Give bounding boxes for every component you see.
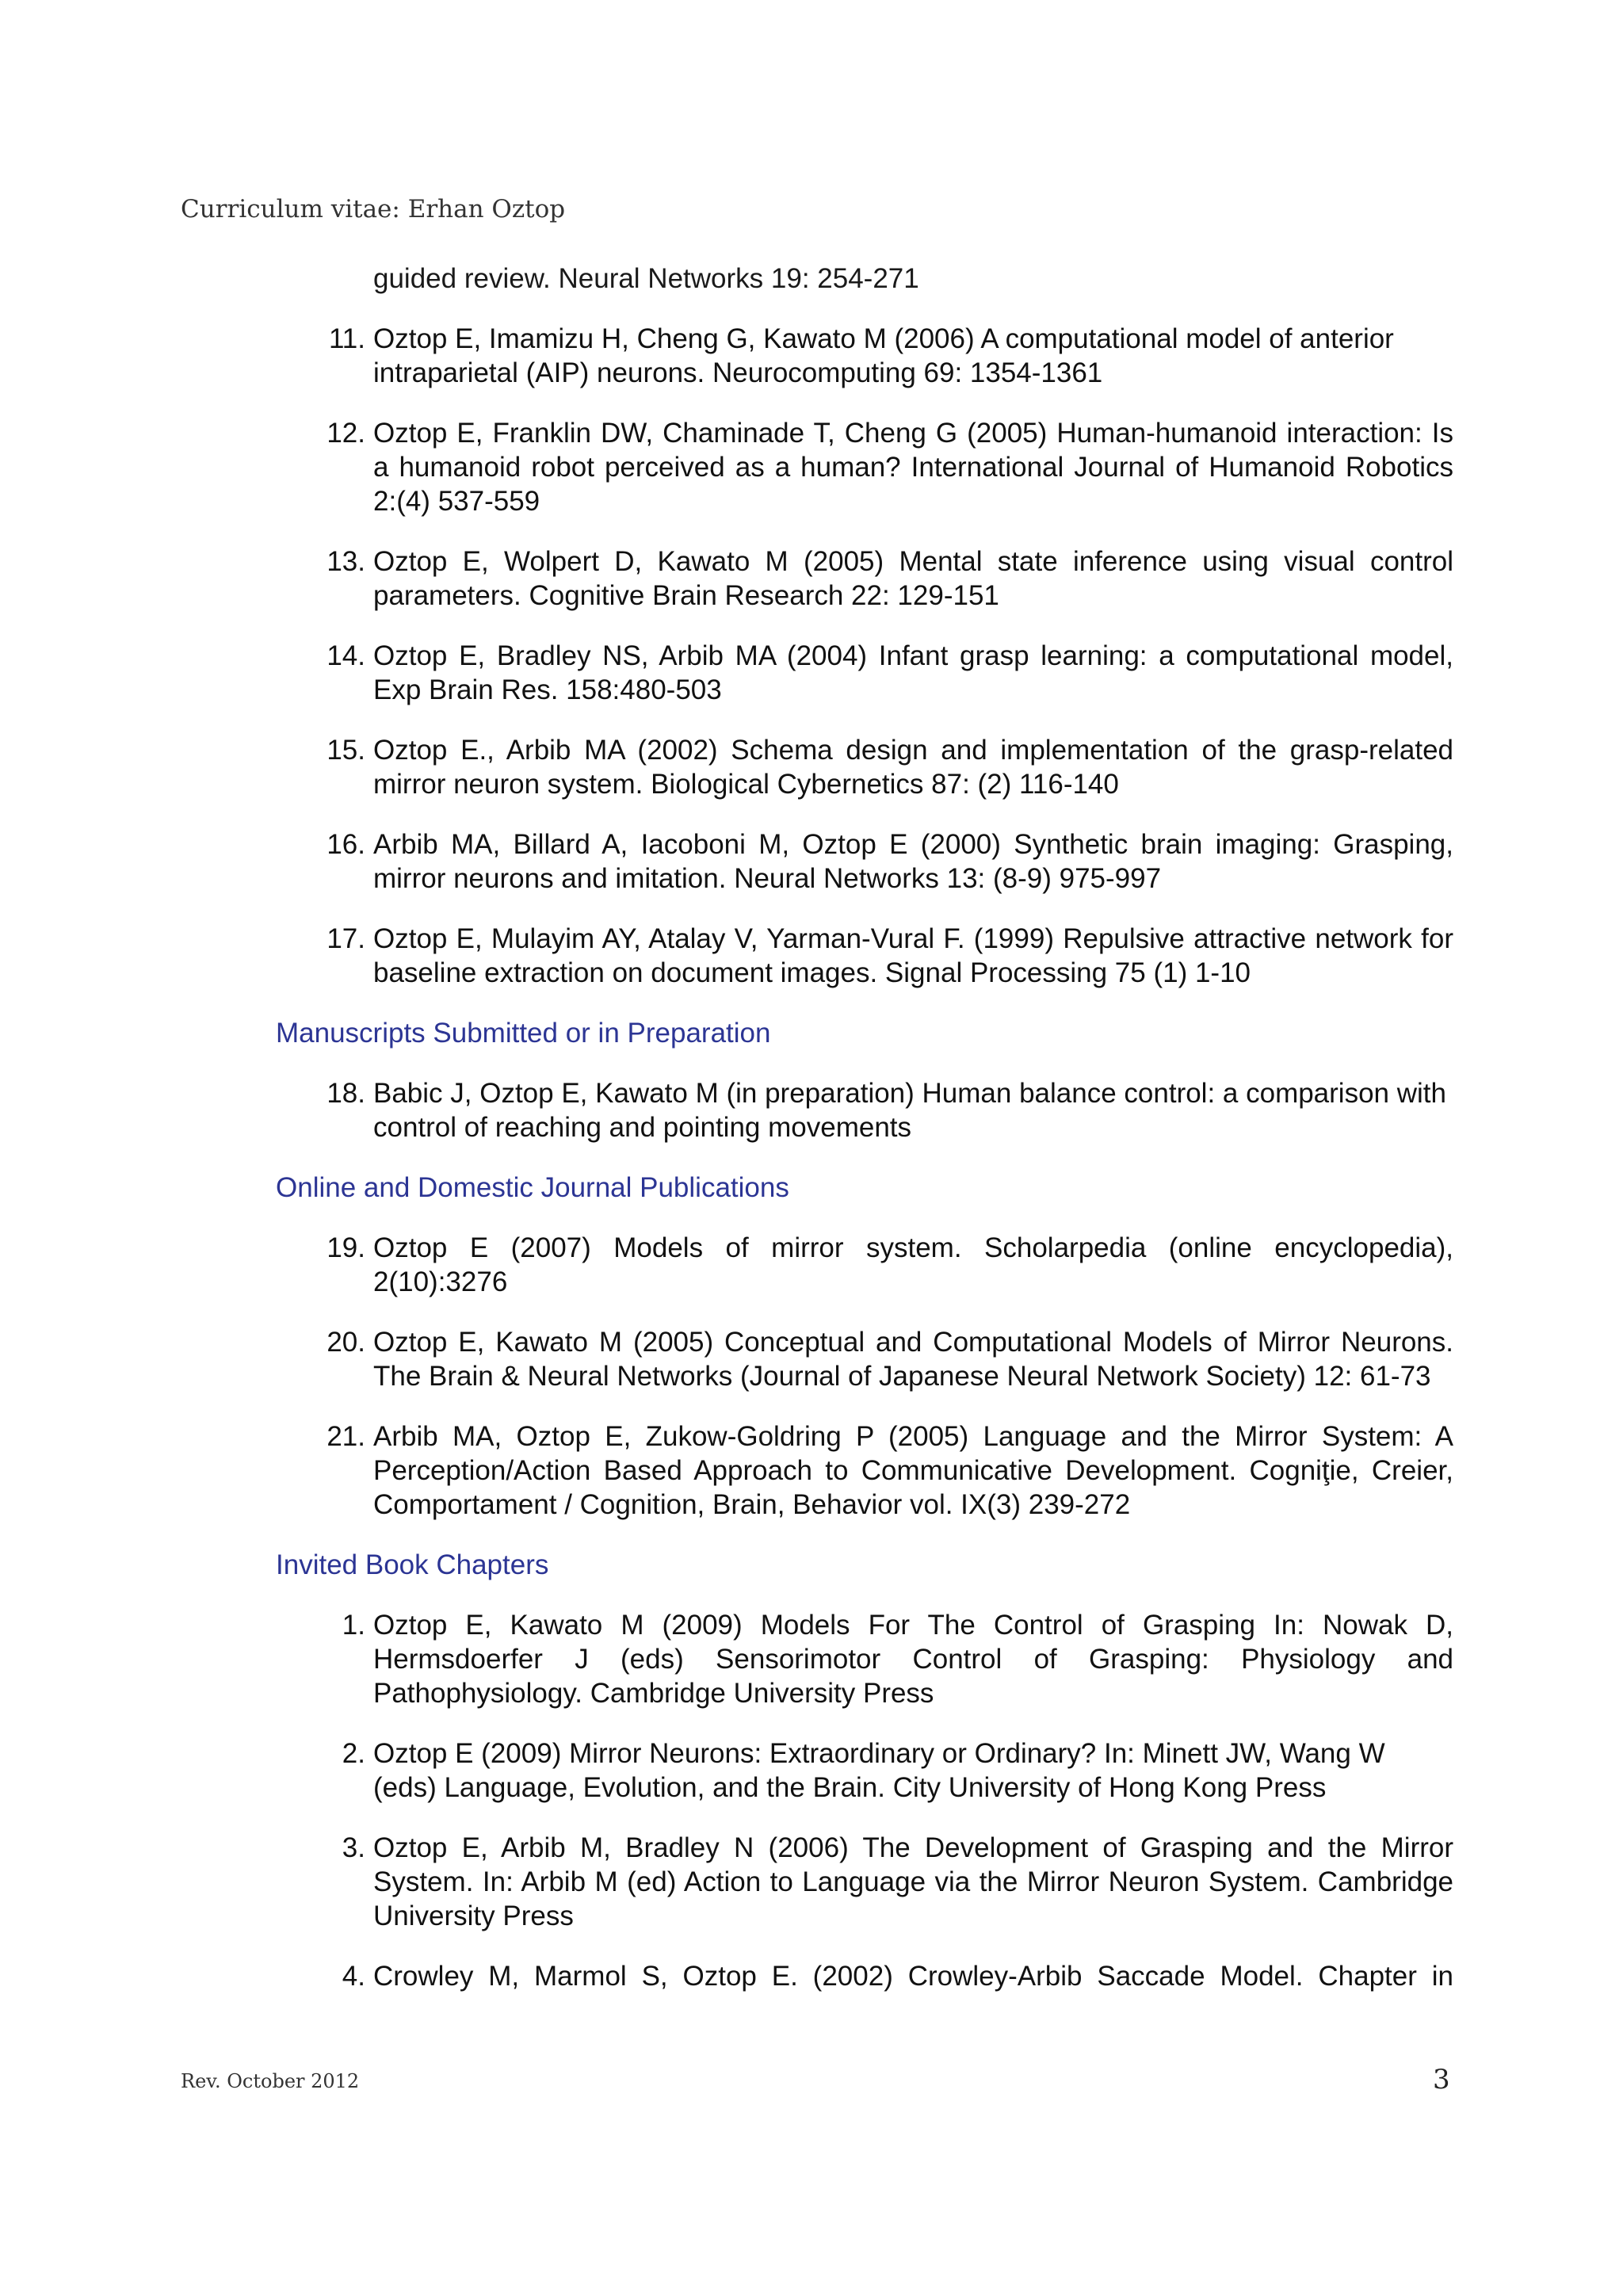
publication-entry (276, 827, 1453, 896)
page-header-title: Curriculum vitae: Erhan Oztop (181, 195, 566, 223)
entry-text: Oztop E, Franklin DW, Chaminade T, Cheng G (2005) Human-humanoid interaction: Is a humanoid robot perceived as a human? International Journal of Humanoid Robotics 2:(4) 537-559 (373, 418, 1453, 517)
online-domestic-entries (276, 1231, 1453, 1522)
entry-text: Babic J, Oztop E, Kawato M (in preparation) Human balance control: a comparison with control of reaching and pointing movements (373, 1078, 1446, 1143)
publication-entry (276, 922, 1453, 990)
publication-entry (276, 1325, 1453, 1393)
publication-entry (276, 1959, 1453, 1993)
entry-number: 3. (342, 1832, 365, 1863)
entry-number: 19. (327, 1232, 365, 1263)
entry-text: Oztop E (2009) Mirror Neurons: Extraordinary or Ordinary? In: Minett JW, Wang W (eds) Language, Evolution, and the Brain. City University of Hong Kong Press (373, 1738, 1385, 1803)
publication-entry (276, 1608, 1453, 1710)
entry-number: 2. (342, 1738, 365, 1769)
page-number: 3 (1433, 2064, 1450, 2095)
entry-text: Oztop E, Wolpert D, Kawato M (2005) Mental state inference using visual control parameters. Cognitive Brain Research 22: 129-151 (373, 546, 1453, 611)
continued-entry-text: guided review. Neural Networks 19: 254-271 (373, 263, 919, 294)
entry-number: 11. (328, 323, 365, 354)
entry-text: Oztop E, Kawato M (2009) Models For The Control of Grasping In: Nowak D, Hermsdoerfer J (eds) Sensorimotor Control of Grasping: Physiology and Pathophysiology. Cambridge University Press (373, 1610, 1453, 1709)
entry-number: 18. (327, 1078, 365, 1109)
publication-list (276, 262, 1453, 2019)
entry-text: Oztop E, Arbib M, Bradley N (2006) The Development of Grasping and the Mirror System. In: Arbib M (ed) Action to Language via the Mirror Neuron System. Cambridge University Press (373, 1832, 1453, 1931)
entry-number: 1. (342, 1610, 365, 1641)
entry-text: Crowley M, Marmol S, Oztop E. (2002) Crowley-Arbib Saccade Model. Chapter in (373, 1961, 1453, 1992)
entry-number: 15. (327, 735, 365, 766)
publication-entry (276, 1831, 1453, 1933)
publication-entry (276, 416, 1453, 518)
publication-entry (276, 322, 1453, 390)
publication-entry (276, 639, 1453, 707)
entry-text: Arbib MA, Oztop E, Zukow-Goldring P (2005) Language and the Mirror System: A Perception/Action Based Approach to Communicative Development. Cogniţie, Creier, Comportament / Cognition, Brain, Behavior vol. IX(3) 239-272 (373, 1421, 1453, 1520)
publication-entry (276, 1736, 1453, 1805)
publication-entry (276, 1231, 1453, 1299)
entry-number: 20. (327, 1327, 365, 1358)
entry-number: 21. (327, 1421, 365, 1452)
section-heading-book-chapters: Invited Book Chapters (276, 1549, 549, 1580)
entry-text: Oztop E (2007) Models of mirror system. Scholarpedia (online encyclopedia), 2(10):3276 (373, 1232, 1453, 1297)
publication-entry (276, 733, 1453, 801)
entry-text: Arbib MA, Billard A, Iacoboni M, Oztop E (2000) Synthetic brain imaging: Grasping, mirror neurons and imitation. Neural Networks 13: (8-9) 975-997 (373, 829, 1453, 894)
entry-text: Oztop E, Imamizu H, Cheng G, Kawato M (2006) A computational model of anterior intraparietal (AIP) neurons. Neurocomputing 69: 1354-1361 (373, 323, 1394, 388)
entry-number: 4. (342, 1961, 365, 1992)
entry-number: 13. (327, 546, 365, 577)
publication-entry (276, 1419, 1453, 1522)
publication-entry (276, 1076, 1453, 1144)
section-heading-manuscripts: Manuscripts Submitted or in Preparation (276, 1018, 771, 1049)
entry-number: 12. (327, 418, 365, 449)
section-heading-online-domestic: Online and Domestic Journal Publications (276, 1172, 789, 1203)
entry-text: Oztop E, Bradley NS, Arbib MA (2004) Infant grasp learning: a computational model, Exp Brain Res. 158:480-503 (373, 640, 1453, 705)
entry-text: Oztop E., Arbib MA (2002) Schema design and implementation of the grasp-related mirror neuron system. Biological Cybernetics 87: (2) 116-140 (373, 735, 1453, 800)
revision-date: Rev. October 2012 (181, 2070, 360, 2092)
manuscript-entries (276, 1076, 1453, 1144)
entry-text: Oztop E, Kawato M (2005) Conceptual and Computational Models of Mirror Neurons. The Brain & Neural Networks (Journal of Japanese Neural Network Society) 12: 61-73 (373, 1327, 1453, 1392)
entry-number: 17. (327, 923, 365, 954)
book-chapter-entries (276, 1608, 1453, 1993)
entry-number: 14. (327, 640, 365, 671)
publication-entry (276, 544, 1453, 613)
entry-number: 16. (327, 829, 365, 860)
journal-entries (276, 322, 1453, 990)
entry-text: Oztop E, Mulayim AY, Atalay V, Yarman-Vural F. (1999) Repulsive attractive network for baseline extraction on document images. Signal Processing 75 (1) 1-10 (373, 923, 1453, 988)
